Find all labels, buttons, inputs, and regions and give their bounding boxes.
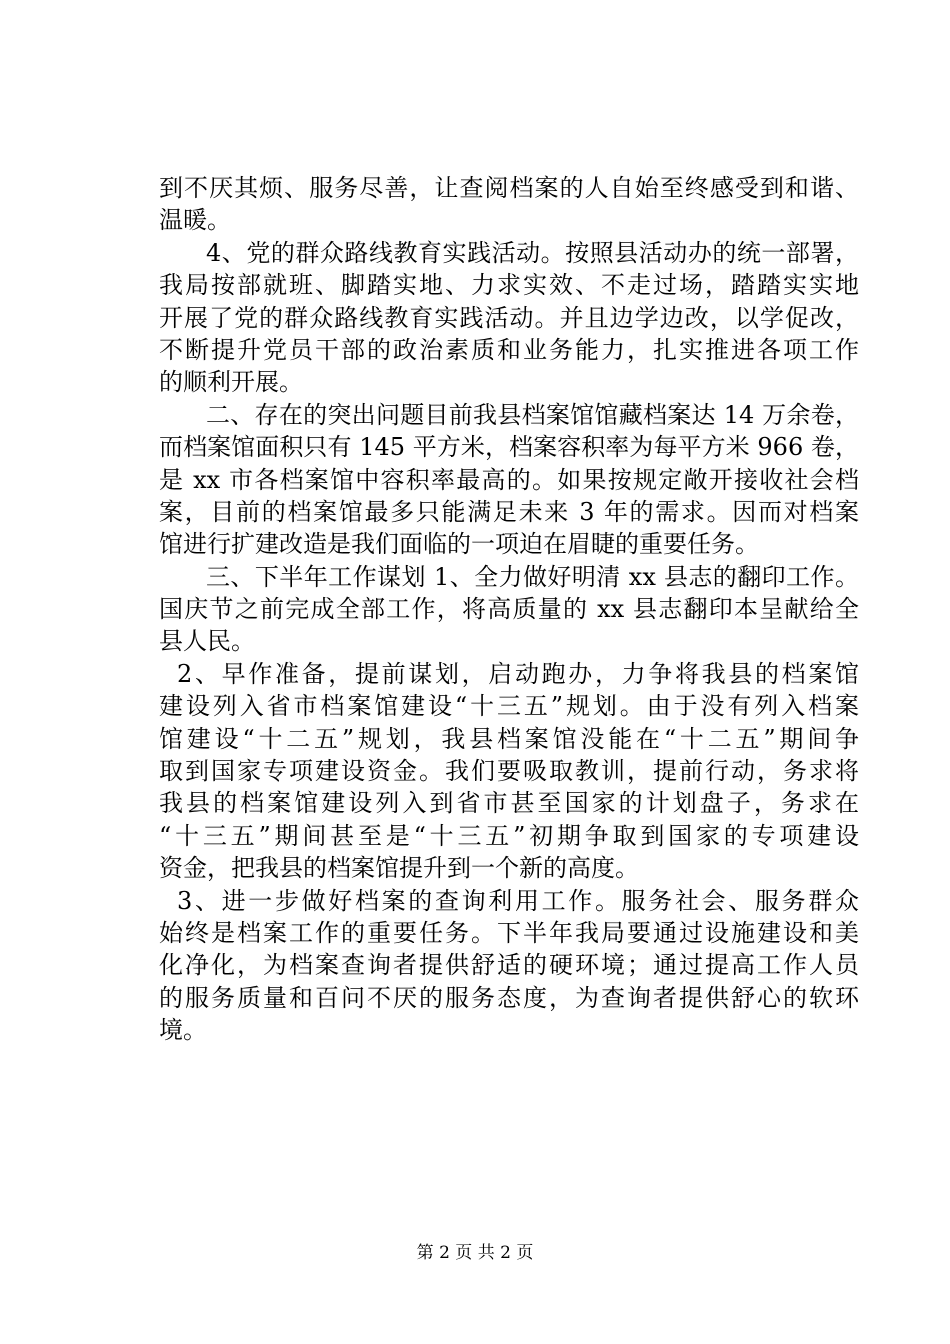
text-line: 二、存在的突出问题目前我县档案馆馆藏档案达 14 万余卷，: [206, 400, 859, 429]
text-line: 取到国家专项建设资金。我们要吸取教训，提前行动，务求将: [159, 757, 859, 786]
text-line: 三、下半年工作谋划 1、全力做好明清 xx 县志的翻印工作。: [206, 562, 859, 591]
page-footer: 第 2 页 共 2 页: [416, 1243, 534, 1263]
text-line: 始终是档案工作的重要任务。下半年我局要通过设施建设和美: [159, 918, 859, 947]
text-line: 建设列入省市档案馆建设“十三五”规划。由于没有列入档案: [159, 692, 859, 721]
text-line: 温暖。: [159, 206, 231, 235]
text-line: “十三五”期间甚至是“十三五”初期争取到国家的专项建设: [159, 821, 859, 850]
text-line: 资金，把我县的档案馆提升到一个新的高度。: [159, 854, 639, 883]
text-line: 馆进行扩建改造是我们面临的一项迫在眉睫的重要任务。: [159, 530, 759, 559]
text-line: 境。: [159, 1016, 207, 1045]
document-body: [159, 172, 859, 1047]
text-line: 的服务质量和百问不厌的服务态度，为查询者提供舒心的软环: [159, 983, 859, 1012]
text-line: 案，目前的档案馆最多只能满足未来 3 年的需求。因而对档案: [159, 497, 859, 526]
text-line: 3、进一步做好档案的查询利用工作。服务社会、服务群众: [177, 886, 859, 915]
text-line: 国庆节之前完成全部工作，将高质量的 xx 县志翻印本呈献给全: [159, 595, 859, 624]
text-line: 我县的档案馆建设列入到省市甚至国家的计划盘子，务求在: [159, 789, 859, 818]
text-line: 县人民。: [159, 627, 255, 656]
text-line: 是 xx 市各档案馆中容积率最高的。如果按规定敞开接收社会档: [159, 465, 859, 494]
text-line: 不断提升党员干部的政治素质和业务能力，扎实推进各项工作: [159, 335, 859, 364]
text-line: 馆建设“十二五”规划，我县档案馆没能在“十二五”期间争: [159, 724, 859, 753]
text-line: 化净化，为档案查询者提供舒适的硬环境；通过提高工作人员: [159, 951, 859, 980]
text-line: 到不厌其烦、服务尽善，让查阅档案的人自始至终感受到和谐、: [159, 174, 859, 202]
text-line: 开展了党的群众路线教育实践活动。并且边学边改，以学促改，: [159, 303, 859, 332]
text-line: 4、党的群众路线教育实践活动。按照县活动办的统一部署，: [206, 238, 859, 267]
text-line: 的顺利开展。: [159, 368, 303, 397]
text-line: 我局按部就班、脚踏实地、力求实效、不走过场，踏踏实实地: [159, 271, 859, 300]
text-line: 而档案馆面积只有 145 平方米，档案容积率为每平方米 966 卷，: [159, 433, 859, 462]
text-line: 2、早作准备，提前谋划，启动跑办，力争将我县的档案馆: [177, 659, 859, 688]
